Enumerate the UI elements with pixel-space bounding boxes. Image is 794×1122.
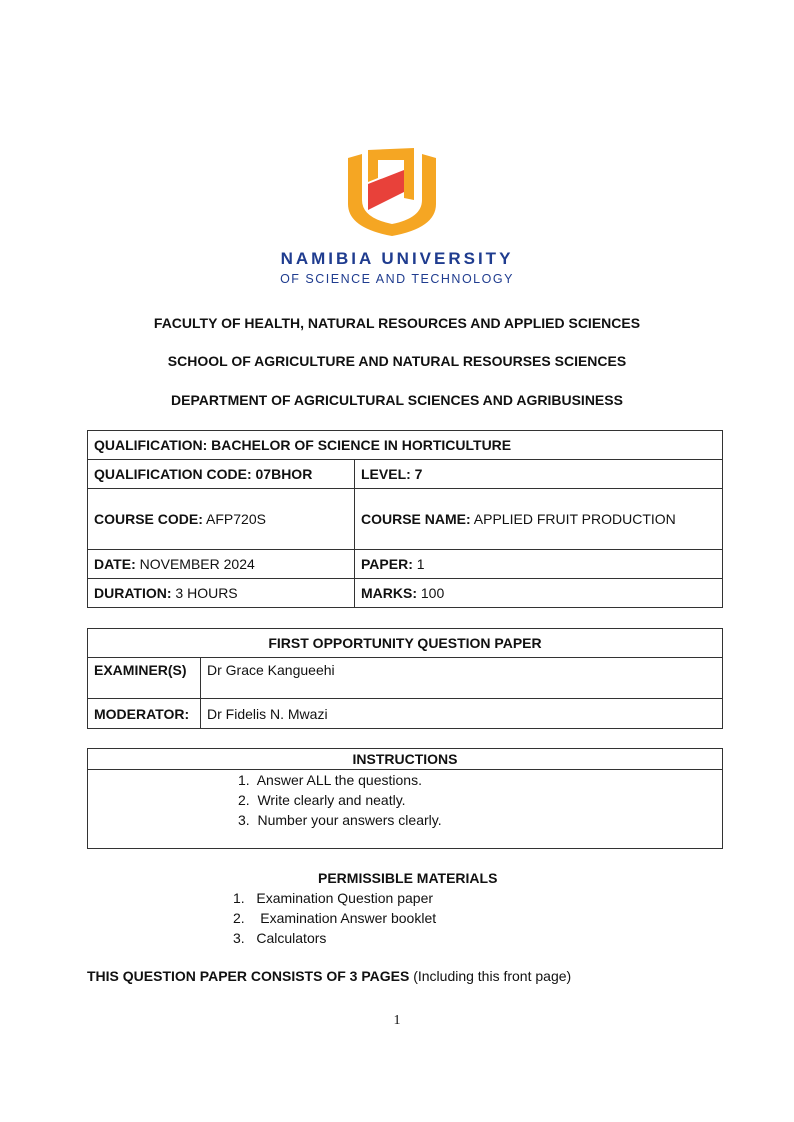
date-cell: DATE: NOVEMBER 2024 xyxy=(88,550,355,579)
instructions-title: INSTRUCTIONS xyxy=(88,749,723,770)
instruction-item: 2. Write clearly and neatly. xyxy=(238,792,406,808)
logo-name: NAMIBIA UNIVERSITY xyxy=(280,249,514,268)
moderator-name: Dr Fidelis N. Mwazi xyxy=(201,699,723,729)
opportunity-title: FIRST OPPORTUNITY QUESTION PAPER xyxy=(88,629,723,658)
materials-title: PERMISSIBLE MATERIALS xyxy=(318,870,498,886)
department-heading: DEPARTMENT OF AGRICULTURAL SCIENCES AND AGRIBUSINESS xyxy=(171,392,623,408)
course-name-cell: COURSE NAME: APPLIED FRUIT PRODUCTION xyxy=(355,489,723,550)
qualification-code-cell: QUALIFICATION CODE: 07BHOR xyxy=(88,460,355,489)
instruction-item: 1. Answer ALL the questions. xyxy=(238,772,422,788)
logo-subtitle: OF SCIENCE AND TECHNOLOGY xyxy=(280,272,514,286)
school-heading: SCHOOL OF AGRICULTURE AND NATURAL RESOURSES SCIENCES xyxy=(167,353,627,369)
qualification-cell: QUALIFICATION: BACHELOR OF SCIENCE IN HORTICULTURE xyxy=(88,431,723,460)
examiners-table xyxy=(87,628,723,729)
materials-list xyxy=(233,888,436,948)
instructions-table xyxy=(87,748,723,849)
material-item: 2. Examination Answer booklet xyxy=(233,910,437,926)
faculty-heading: FACULTY OF HEALTH, NATURAL RESOURCES AND APPLIED SCIENCES xyxy=(153,315,641,331)
material-item: 3. Calculators xyxy=(233,930,327,946)
instruction-item: 3. Number your answers clearly. xyxy=(238,812,442,828)
page-number: 1 xyxy=(393,1013,401,1028)
moderator-label: MODERATOR: xyxy=(88,699,201,729)
level-cell: LEVEL: 7 xyxy=(355,460,723,489)
examiner-name: Dr Grace Kangueehi xyxy=(201,658,723,699)
material-item: 1. Examination Question paper xyxy=(233,890,434,906)
course-details-table xyxy=(87,430,723,608)
marks-cell: MARKS: 100 xyxy=(355,579,723,608)
examiner-label: EXAMINER(S) xyxy=(88,658,201,699)
course-code-cell: COURSE CODE: AFP720S xyxy=(88,489,355,550)
paper-cell: PAPER: 1 xyxy=(355,550,723,579)
instructions-list xyxy=(238,770,716,830)
duration-cell: DURATION: 3 HOURS xyxy=(88,579,355,608)
university-shield-logo xyxy=(348,148,438,238)
page-count-note: THIS QUESTION PAPER CONSISTS OF 3 PAGES (Including this front page) xyxy=(87,968,572,984)
